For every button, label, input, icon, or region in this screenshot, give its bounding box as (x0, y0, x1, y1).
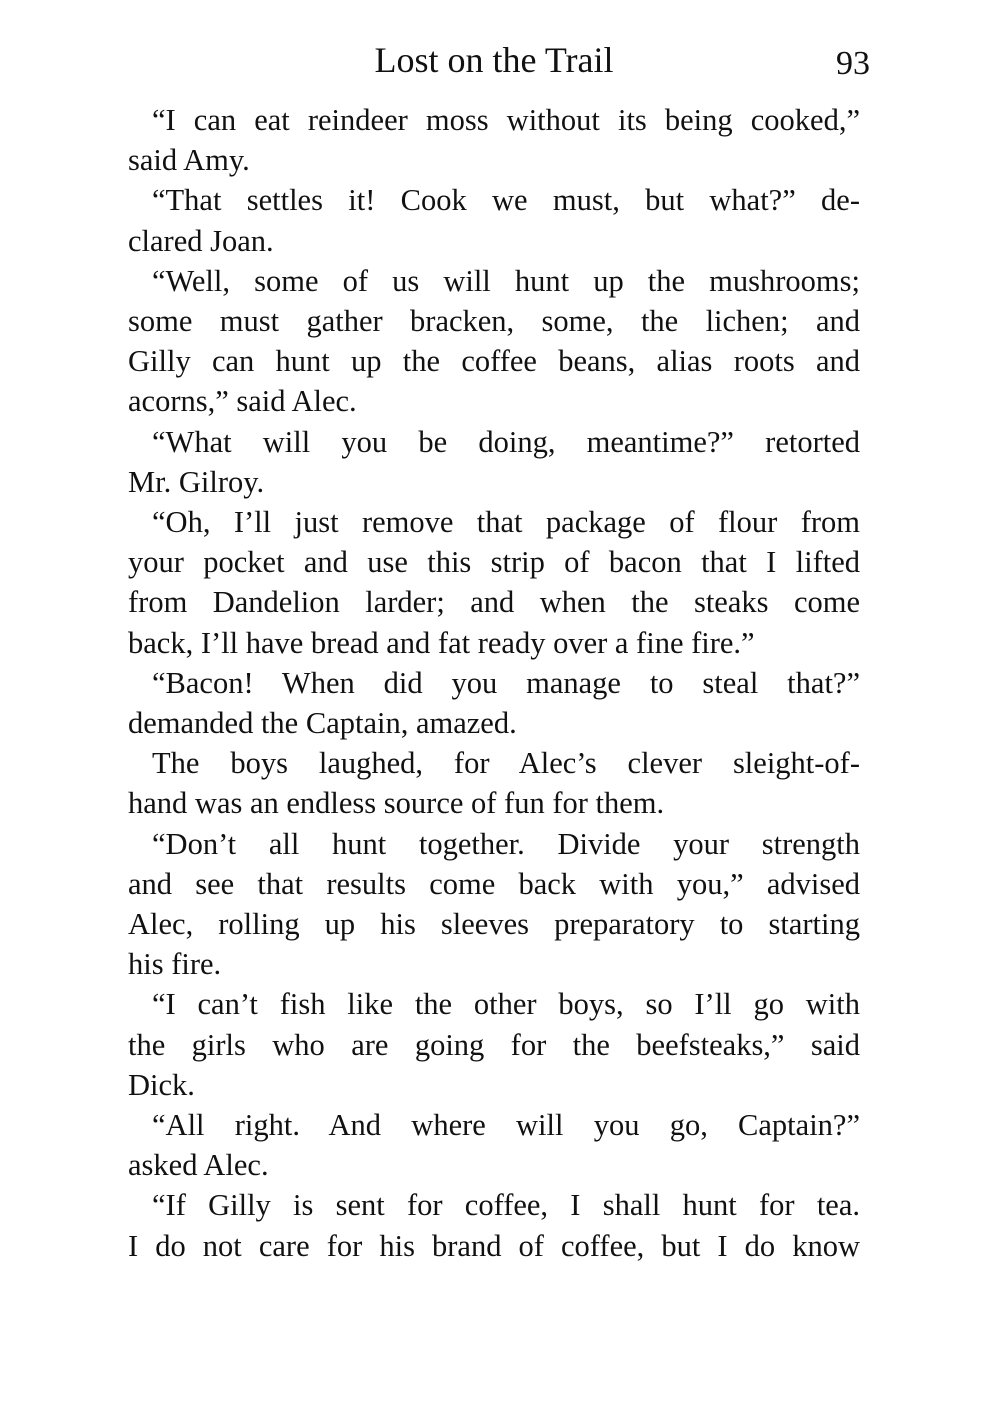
page-header (128, 34, 870, 94)
paragraph (128, 1105, 860, 1185)
text-line: some must gather bracken, some, the lichen; and (128, 304, 860, 339)
body-text (128, 100, 860, 1266)
text-line: “I can’t fish like the other boys, so I’ll go with (152, 987, 860, 1022)
text-line: hand was an endless source of fun for them. (128, 786, 665, 821)
text-line: “What will you be doing, meantime?” retorted (152, 424, 860, 459)
paragraph (128, 984, 860, 1105)
text-line: said Amy. (128, 143, 250, 178)
paragraph (128, 261, 860, 422)
text-line: acorns,” said Alec. (128, 384, 357, 419)
text-line: “Bacon! When did you manage to steal that?” (152, 665, 860, 700)
running-title: Lost on the Trail (374, 40, 614, 80)
text-line: Mr. Gilroy. (128, 464, 265, 499)
text-line: asked Alec. (128, 1148, 269, 1183)
text-line: The boys laughed, for Alec’s clever sleight-of- (152, 746, 860, 781)
text-line: the girls who are going for the beefsteaks,” said (128, 1027, 860, 1062)
paragraph (128, 1185, 860, 1265)
paragraph (128, 743, 860, 823)
paragraph (128, 100, 860, 180)
text-line: clared Joan. (128, 223, 274, 258)
text-line: “If Gilly is sent for coffee, I shall hunt for tea. (152, 1188, 860, 1223)
paragraph (128, 824, 860, 985)
paragraph (128, 422, 860, 502)
text-line: Gilly can hunt up the coffee beans, alias roots and (128, 344, 860, 379)
paragraph (128, 502, 860, 663)
text-line: “Don’t all hunt together. Divide your strength (152, 826, 860, 861)
text-line: your pocket and use this strip of bacon that I lifted (128, 545, 860, 580)
text-line: Dick. (128, 1067, 195, 1102)
text-line: “I can eat reindeer moss without its being cooked,” (152, 103, 860, 137)
text-line: “Well, some of us will hunt up the mushrooms; (152, 263, 860, 298)
text-line: from Dandelion larder; and when the steaks come (128, 585, 860, 620)
text-line: “Oh, I’ll just remove that package of flour from (152, 505, 860, 540)
text-line: Alec, rolling up his sleeves preparatory to starting (128, 907, 860, 942)
page-number: 93 (836, 45, 870, 82)
text-line: “All right. And where will you go, Captain?” (152, 1108, 860, 1143)
text-line: I do not care for his brand of coffee, but I do know (128, 1228, 860, 1263)
text-line: back, I’ll have bread and fat ready over a fine fire.” (128, 625, 755, 660)
text-line: “That settles it! Cook we must, but what?” de- (152, 183, 860, 218)
text-line: and see that results come back with you,” advised (128, 866, 860, 901)
paragraph (128, 663, 860, 743)
paragraph (128, 180, 860, 260)
text-line: demanded the Captain, amazed. (128, 706, 517, 741)
text-line: his fire. (128, 947, 222, 982)
